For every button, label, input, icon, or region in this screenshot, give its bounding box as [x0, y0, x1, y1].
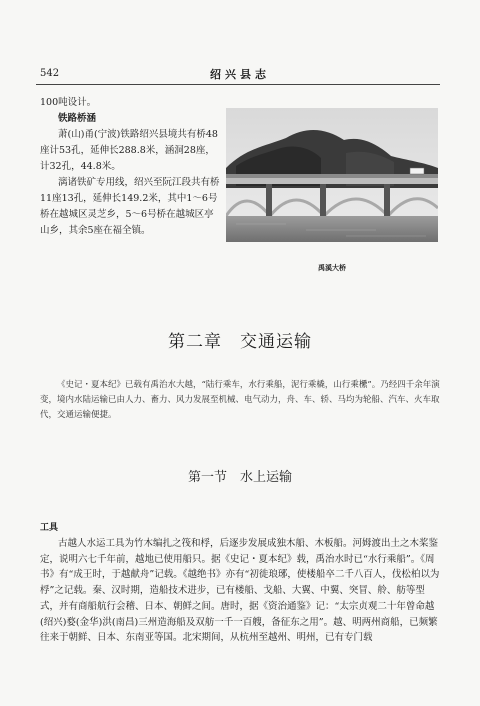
railway-heading: 铁路桥涵 — [58, 113, 97, 124]
page-number: 542 — [40, 68, 60, 79]
bridge-photo — [226, 108, 438, 242]
running-title: 绍兴县志 — [210, 68, 270, 81]
dihuan-paragraph: 漓诸铁矿专用线，绍兴至阮江段共有桥11座13孔，延伸长149.2米，其中1～6号桥在越城区灵芝乡，5～6号桥在越城区亭山乡，其余5座在福全镇。 — [40, 177, 220, 236]
chapter-intro: 《史记・夏本纪》已载有禹治水大越，“陆行乘车，水行乘船，泥行乘橇，山行乘欙”。乃经四千余年演变，境内水陆运输已由人力、畜力、风力发展至机械、电气动力，舟、车、轿、马均为轮船、汽车、火车取代，交通运输便捷。 — [40, 380, 440, 420]
chapter-title: 第二章 交通运输 — [168, 332, 312, 352]
xiaoyong-paragraph: 萧(山)甬(宁波)铁路绍兴县境共有桥48座计53孔，延伸长288.8米，涵洞28座，计32孔，44.8米。 — [40, 129, 218, 172]
capacity-line: 100吨设计。 — [40, 97, 97, 108]
header-rule — [36, 84, 440, 85]
photo-caption: 禹溪大桥 — [318, 263, 346, 272]
left-column — [40, 95, 220, 239]
tools-heading: 工具 — [40, 523, 59, 533]
tools-paragraph: 古越人水运工具为竹木编扎之筏和桴，后逐步发展成独木船、木板船。河姆渡出土之木桨鉴定，说明六七千年前，越地已使用船只。据《史记・夏本纪》载，禹治水时已“水行乘船”。《周书》有“成王时，于越献舟”记载。《越绝书》亦有“初徙琅琊，使楼船卒二千八百人，伐松柏以为桴”之记载。秦、汉时期，造船技术进步，已有楼船、戈船、大翼、中翼、突冒、舲、舫等型式，并有商船航行会稽、日本、朝鲜之间。唐时，据《资治通鉴》记：“太宗贞观二十年曾命越(绍兴)婺(金华)洪(南昌)三州造海船及双舫一千一百艘，备征东之用”。越、明两州商船，已频繁往来于朝鲜、日本、东南亚等国。北宋期间，从杭州至越州、明州，已有专门载 — [40, 538, 440, 644]
section-title: 第一节 水上运输 — [187, 470, 292, 485]
